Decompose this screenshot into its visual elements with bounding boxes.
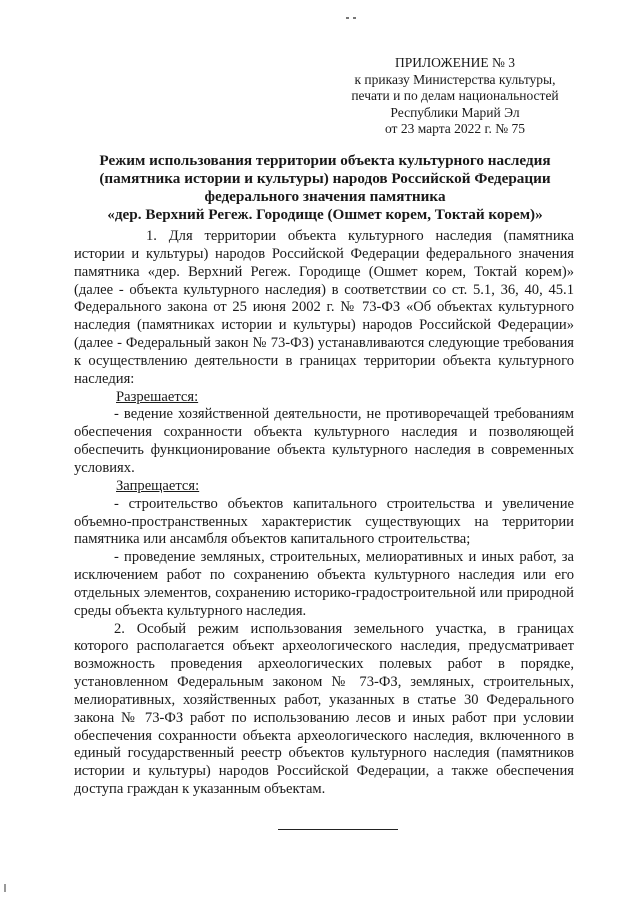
document-body <box>74 228 574 799</box>
allowed-heading: Разрешается: <box>116 388 199 405</box>
allowed-item: - ведение хозяйственной деятельности, не противоречащей требованиям обеспечения сохранности объекта культурного наследия и позволяющей обеспечить функционирование объекта культурного наследия в современных условиях. <box>74 406 574 476</box>
paragraph-2: 2. Особый режим использования земельного участка, в границах которого располагается объект археологического наследия, предусматривает возможность проведения археологических полевых работ в порядке, установленном Федеральным законом № 73-ФЗ, земляных, строительных, мелиоративных, хозяйственных работ, указанных в статье 30 Федерального закона № 73-ФЗ работ по использованию лесов и иных работ при условии обеспечения сохранности объекта археологического наследия, включенного в единый государственный реестр объектов культурного наследия (памятников истории и культуры) народов Российской Федерации, а также обеспечения доступа граждан к указанным объектам. <box>74 620 574 798</box>
title-line: Режим использования территории объекта культурного наследия <box>99 152 551 169</box>
paragraph-1: 1. Для территории объекта культурного наследия (памятника истории и культуры) народов Российской Федерации федерального значения памятника «дер. Верхний Регеж. Городище (Ошмет корем, Токтай корем)» (далее - объекта культурного наследия) в соответствии со ст. 5.1, 36, 40, 45.1 Федерального закона от 25 июня 2002 г. № 73-ФЗ «Об объектах культурного наследия (памятниках истории и культуры) народов Российской Федерации» (далее - Федеральный закон № 73-ФЗ) устанавливаются следующие требования к осуществлению деятельности в границах территории объекта культурного наследия: <box>74 228 574 387</box>
appendix-line: печати и по делам национальностей <box>351 88 559 103</box>
appendix-line: от 23 марта 2022 г. № 75 <box>384 121 526 136</box>
scan-mark <box>346 6 360 8</box>
appendix-line: к приказу Министерства культуры, <box>354 71 556 87</box>
title-line: (памятника истории и культуры) народов Российской Федерации <box>99 170 551 187</box>
appendix-block <box>340 55 570 138</box>
forbidden-item-2: - проведение земляных, строительных, мелиоративных и иных работ, за исключением работ по сохранению объекта культурного наследия или его отдельных элементов, сохранению историко-градостроительной или природной среды объекта культурного наследия. <box>74 549 574 619</box>
title-line: «дер. Верхний Регеж. Городище (Ошмет корем, Токтай корем)» <box>107 206 543 223</box>
appendix-line: Республики Марий Эл <box>390 104 520 120</box>
scan-mark <box>4 884 6 892</box>
closing-divider <box>278 829 398 830</box>
forbidden-item-1: - строительство объектов капитального строительства и увеличение объемно-пространственных характеристик существующих на территории памятника или ансамбля объектов капитального строительства; <box>74 495 574 548</box>
title-line: федерального значения памятника <box>204 188 446 205</box>
forbidden-heading: Запрещается: <box>116 477 200 494</box>
document-title <box>60 152 590 224</box>
appendix-line: ПРИЛОЖЕНИЕ № 3 <box>394 55 516 70</box>
